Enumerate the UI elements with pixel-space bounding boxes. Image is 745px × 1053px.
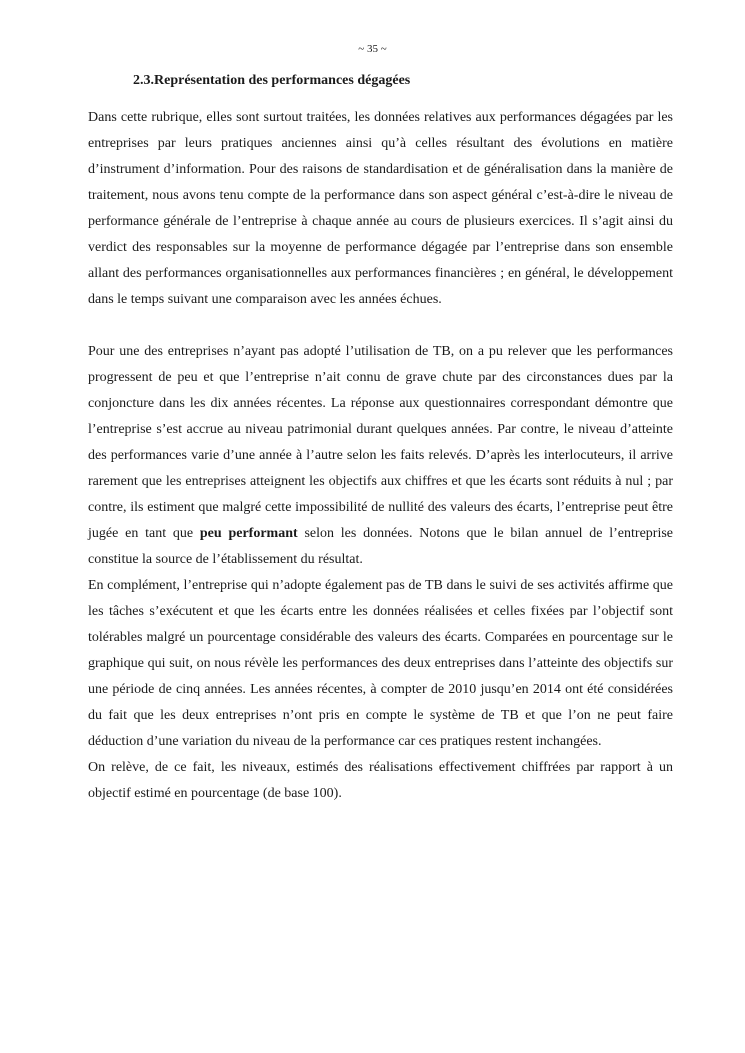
body-text bbox=[88, 105, 673, 807]
paragraph-intro: Dans cette rubrique, elles sont surtout traitées, les données relatives aux performances dégagées par les entreprises par leurs pratiques anciennes ainsi qu’à celles résultant des évolutions en matière d’instrument d’information. Pour des raisons de standardisation et de généralisation dans la manière de traitement, nous avons tenu compte de la performance dans son aspect général c’est-à-dire le niveau de performance générale de l’entreprise à chaque année au cours de plusieurs exercices. Il s’agit ainsi du verdict des responsables sur la moyenne de performance dégagée par l’entreprise dans son ensemble allant des performances organisationnelles aux performances financières ; en général, le développement dans le temps suivant une comparaison avec les années échues. bbox=[88, 110, 673, 307]
section-heading: 2.3.Représentation des performances dégagées bbox=[133, 73, 411, 88]
paragraph-text: Pour une des entreprises n’ayant pas adopté l’utilisation de TB, on a pu relever que les performances progressent de peu et que l’entreprise n’ait connu de grave chute par des circonstances dues par la conjoncture dans les dix années récentes. La réponse aux questionnaires correspondant démontre que l’entreprise s’est accrue au niveau patrimonial durant quelques années. Par contre, le niveau d’atteinte des performances varie d’une année à l’autre selon les faits relevés. D’après les interlocuteurs, il arrive rarement que les entreprises atteignent les objectifs aux chiffres et que les écarts sont réduits à nul ; par contre, ils estiment que malgré cette impossibilité de nullité des valeurs des écarts, l’entreprise peut être jugée en tant que bbox=[88, 344, 673, 541]
paragraph-conclusion: On relève, de ce fait, les niveaux, estimés des réalisations effectivement chiffrées par rapport à un objectif estimé en pourcentage (de base 100). bbox=[88, 760, 673, 801]
page-number: ~ 35 ~ bbox=[358, 43, 387, 55]
paragraph-complement: En complément, l’entreprise qui n’adopte également pas de TB dans le suivi de ses activités affirme que les tâches s’exécutent et que les écarts entre les données réalisées et celles fixées par l’objectif sont tolérables malgré un pourcentage considérable des valeurs des écarts. Comparées en pourcentage sur le graphique qui suit, on nous révèle les performances des deux entreprises dans l’atteinte des objectifs sur une période de cinq années. Les années récentes, à compter de 2010 jusqu’en 2014 ont été considérées du fait que les deux entreprises n’ont pris en compte le système de TB et que l’on ne peut faire déduction d’une variation du niveau de la performance car ces pratiques restent inchangées. bbox=[88, 578, 673, 749]
paragraph-text: selon les données. Notons que le bilan annuel de l’entreprise constitue la source de l’établissement du résultat. bbox=[88, 526, 673, 567]
paragraph-enterprise-one bbox=[88, 339, 673, 573]
bold-term: peu performant bbox=[199, 526, 298, 541]
